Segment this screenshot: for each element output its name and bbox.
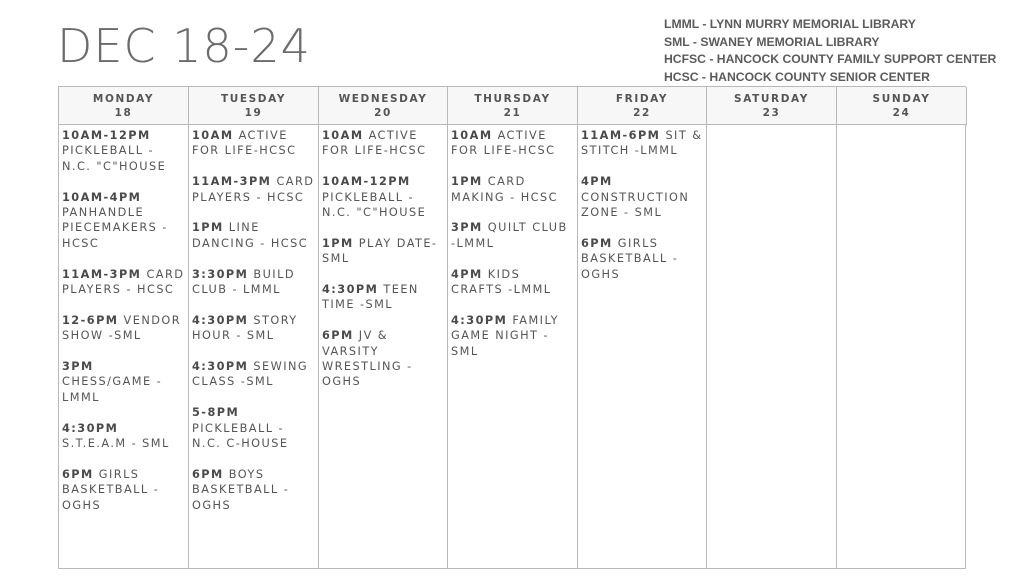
event-text: BOYS BASKETBALL - OGHS [192,467,290,512]
event-text: CARD PLAYERS - HCSC [62,267,185,297]
event-time: 10AM-4PM [62,190,142,204]
event-time: 11AM-6PM [581,129,661,142]
event-text: BUILD CLUB - LMML [192,267,295,297]
day-header-thursday [448,87,578,125]
event-item [581,236,704,282]
day-column-saturday [707,125,837,568]
event-time: 1PM [451,175,483,189]
day-name: THURSDAY [474,93,551,105]
event-text: KIDS CRAFTS -LMML [451,267,552,297]
day-date: 18 [114,107,133,119]
event-text: CHESS/GAME - LMML [62,375,163,404]
day-name: WEDNESDAY [338,93,428,105]
event-time: 12-6PM [62,313,119,327]
event-item [322,282,445,313]
event-item [322,174,445,220]
legend-item: LMML - LYNN MURRY MEMORIAL LIBRARY [664,17,916,31]
legend-item: HCSC - HANCOCK COUNTY SENIOR CENTER [664,69,930,84]
event-text: ACTIVE FOR LIFE-HCSC [451,129,556,158]
event-text: TEEN TIME -SML [322,283,419,312]
week-calendar [58,86,966,569]
event-text: CARD MAKING - HCSC [451,175,558,204]
event-item [451,220,575,251]
event-text: SIT & STITCH -LMML [581,129,703,158]
event-text: SEWING CLASS -SML [192,360,309,389]
event-text: CONSTRUCTION ZONE - SML [581,190,690,220]
event-item [192,359,316,390]
day-column-wednesday [319,125,448,568]
event-text: PANHANDLE PIECEMAKERS - HCSC [62,206,168,250]
day-date: 21 [503,107,522,119]
event-time: 4:30PM [322,283,379,297]
event-text: PLAY DATE- SML [322,236,438,266]
event-item [62,359,186,405]
event-item [451,128,575,159]
day-date: 19 [244,107,263,119]
day-name: TUESDAY [220,93,287,105]
day-column-monday [59,125,189,568]
legend-item: SML - SWANEY MEMORIAL LIBRARY [664,34,880,49]
event-item [62,267,186,298]
event-time: 6PM [581,236,613,250]
event-item [581,128,704,159]
event-item [322,328,445,390]
event-item [192,267,316,298]
event-time: 6PM [192,467,224,481]
day-date: 23 [762,107,781,119]
event-item [192,313,316,344]
day-date: 24 [892,107,911,119]
event-item [192,467,316,513]
event-item [62,190,186,252]
event-text: PICKLEBALL - N.C. "C"HOUSE [322,190,427,220]
day-name: SUNDAY [872,93,931,105]
event-text: GIRLS BASKETBALL - OGHS [62,467,160,512]
event-item [192,220,316,251]
day-column-thursday [448,125,578,568]
event-text: LINE DANCING - HCSC [192,221,309,250]
event-text: VENDOR SHOW -SML [62,313,182,343]
day-header-sunday [837,87,967,125]
event-text: ACTIVE FOR LIFE-HCSC [192,129,297,158]
event-item [192,128,316,159]
event-time: 10AM [322,129,364,142]
day-column-tuesday [189,125,319,568]
event-text: PICKLEBALL - N.C. C-HOUSE [192,421,289,451]
event-item [62,421,186,452]
event-text: QUILT CLUB -LMML [451,221,568,250]
event-time: 4:30PM [62,421,119,435]
event-time: 11AM-3PM [192,175,272,189]
event-time: 11AM-3PM [62,267,142,281]
event-time: 4:30PM [192,313,249,327]
event-time: 4:30PM [192,360,249,374]
event-item [62,313,186,344]
event-time: 3PM [451,221,483,235]
event-item [62,467,186,513]
event-time: 1PM [322,236,354,250]
event-time: 10AM [192,129,234,142]
event-item [62,128,186,174]
event-text: JV & VARSITY WRESTLING - OGHS [322,329,413,389]
location-legend [664,16,996,86]
event-time: 10AM [451,129,493,142]
event-text: CARD PLAYERS - HCSC [192,175,315,204]
event-item [581,174,704,220]
event-text: STORY HOUR - SML [192,313,298,343]
event-text: PICKLEBALL - N.C. "C"HOUSE [62,144,167,173]
event-time: 6PM [62,467,94,481]
event-item [451,267,575,298]
day-header-saturday [707,87,837,125]
day-column-sunday [837,125,967,568]
event-text: FAMILY GAME NIGHT - SML [451,313,560,358]
day-header-wednesday [319,87,448,125]
event-item [322,236,445,267]
day-header-friday [578,87,707,125]
day-name: FRIDAY [615,93,669,105]
legend-item: HCFSC - HANCOCK COUNTY FAMILY SUPPORT CENTER [664,52,997,66]
event-time: 5-8PM [192,406,240,420]
event-time: 3:30PM [192,267,249,281]
event-time: 10AM-12PM [322,175,411,189]
event-item [322,128,445,159]
event-time: 3PM [62,360,94,374]
day-date: 20 [374,107,392,119]
event-time: 4PM [451,267,483,281]
day-header-monday [59,87,189,125]
event-item [451,174,575,205]
event-text: S.T.E.A.M - SML [62,437,170,451]
event-item [192,405,316,451]
event-time: 4:30PM [451,313,508,327]
day-column-friday [578,125,707,568]
event-text: GIRLS BASKETBALL - OGHS [581,236,679,281]
day-header-tuesday [189,87,319,125]
event-time: 4PM [581,175,613,189]
event-time: 1PM [192,221,224,235]
event-text: ACTIVE FOR LIFE-HCSC [322,129,427,158]
page-title: DEC 18-24 [57,19,311,73]
event-time: 6PM [322,329,354,343]
day-name: MONDAY [92,93,155,105]
event-item [451,313,575,359]
event-item [192,174,316,205]
day-date: 22 [633,107,651,119]
day-name: SATURDAY [734,93,809,105]
event-time: 10AM-12PM [62,129,151,142]
